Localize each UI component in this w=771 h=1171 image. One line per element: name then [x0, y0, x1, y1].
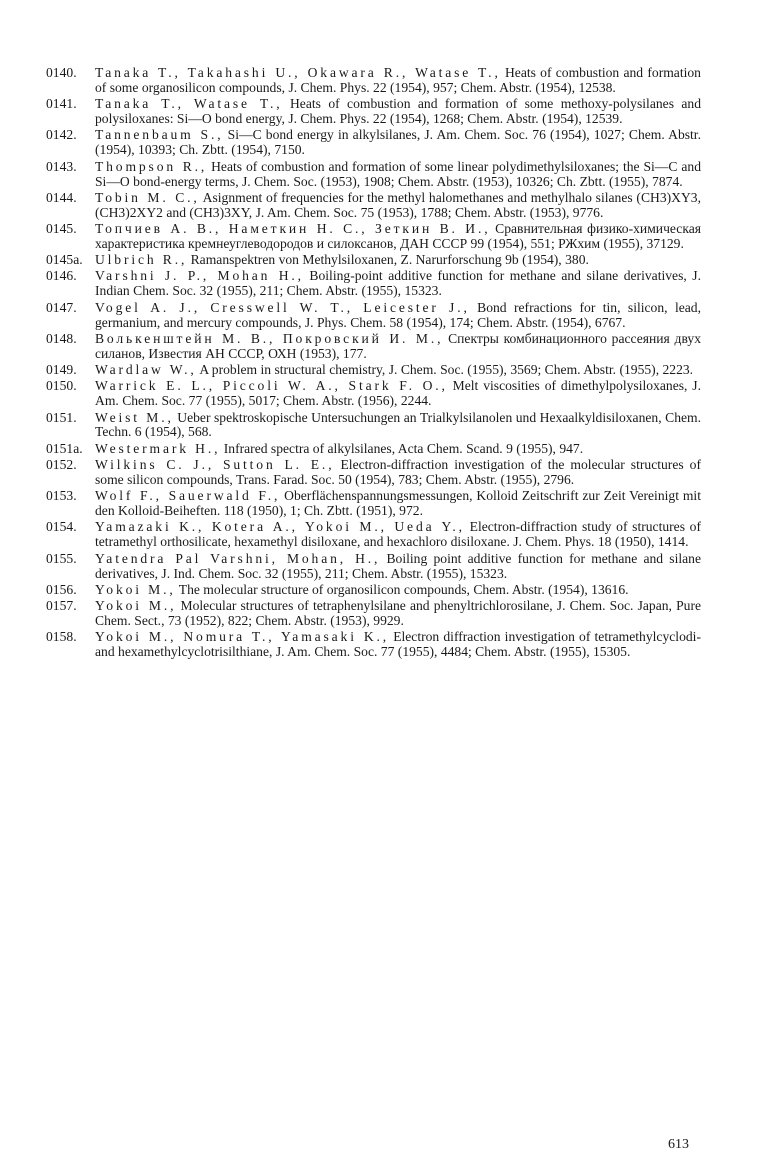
reference-number: 0149.: [46, 362, 77, 378]
reference-body: [95, 379, 701, 409]
reference-body: [95, 97, 701, 127]
reference-text: Ramanspektren von Methylsiloxanen, Z. Narurforschung 9b (1954), 380.: [190, 252, 589, 268]
reference-entry: [46, 458, 701, 488]
reference-entry: [46, 222, 701, 252]
reference-text: Infrared spectra of alkylsilanes, Acta Chem. Scand. 9 (1955), 947.: [223, 440, 584, 456]
reference-entry: [46, 269, 701, 299]
reference-entry: [46, 489, 701, 519]
reference-text: Bond refractions for tin, silicon, lead, germanium, and mercury compounds, J. Phys. Chem. 58 (1954), 174; Chem. Abstr. (1954), 6767.: [95, 299, 701, 330]
reference-authors: Warrick E. L., Piccoli W. A., Stark F. O.,: [95, 378, 448, 394]
reference-body: [95, 160, 701, 190]
reference-text: Heats of combustion and formation of some organosilicon compounds, J. Chem. Phys. 22 (1954), 957; Chem. Abstr. (1954), 12538.: [95, 65, 701, 95]
reference-number: 0140.: [46, 65, 77, 80]
reference-body: [95, 128, 701, 158]
reference-number: 0154.: [46, 519, 77, 535]
reference-body: [95, 552, 701, 582]
reference-authors: Топчиев А. В., Наметкин Н. С., Зеткин В. И.,: [95, 221, 491, 237]
reference-entry: [46, 253, 701, 268]
reference-number: 0147.: [46, 299, 77, 315]
reference-text: Спектры комбинационного рассеяния двух силанов, Известия АН СССР, ОХН (1953), 177.: [95, 330, 701, 361]
reference-body: [95, 583, 701, 598]
reference-entry: [46, 97, 701, 127]
reference-entry: [46, 332, 701, 362]
reference-entry: [46, 552, 701, 582]
reference-text: The molecular structure of organosilicon compounds, Chem. Abstr. (1954), 13616.: [178, 581, 629, 597]
reference-body: [95, 411, 701, 441]
reference-entry: [46, 599, 701, 629]
reference-authors: Wilkins C. J., Sutton L. E.,: [95, 456, 335, 472]
reference-body: [95, 458, 701, 488]
reference-authors: Thompson R.,: [95, 158, 208, 174]
reference-body: [95, 489, 701, 519]
reference-text: Сравнительная физико-химическая характеристика кремнеуглеводородов и силоксанов, ДАН СССР 99 (1954), 551; РЖхим (1955), 37129.: [95, 221, 702, 251]
reference-authors: Yokoi M.,: [95, 598, 177, 614]
reference-body: [95, 222, 701, 252]
reference-number: 0151a.: [46, 440, 83, 456]
reference-number: 0155.: [46, 550, 77, 566]
reference-body: [95, 442, 701, 457]
reference-authors: Tanaka T., Takahashi U., Okawara R., Watase T.,: [95, 65, 501, 80]
reference-text: A problem in structural chemistry, J. Chem. Soc. (1955), 3569; Chem. Abstr. (1955), 2223.: [199, 362, 694, 378]
reference-authors: Wolf F., Sauerwald F.,: [95, 488, 281, 504]
reference-text: Heats of combustion and formation of some methoxy-polysilanes and polysiloxanes: Si—O bond energy, J. Chem. Phys. 22 (1954), 1268; Chem. Abstr. (1954), 12539.: [95, 96, 702, 127]
reference-authors: Tanaka T., Watase T.,: [95, 96, 283, 112]
reference-entry: [46, 379, 701, 409]
reference-number: 0145a.: [46, 252, 83, 268]
reference-entry: [46, 442, 701, 457]
reference-authors: Ulbrich R.,: [95, 252, 188, 268]
reference-entry: [46, 160, 701, 190]
reference-authors: Tannenbaum S.,: [95, 127, 224, 143]
reference-body: [95, 191, 701, 221]
reference-entry: [46, 301, 701, 331]
reference-body: [95, 520, 701, 550]
reference-text: Si—C bond energy in alkylsilanes, J. Am. Chem. Soc. 76 (1954), 1027; Chem. Abstr. (1954), 10393; Ch. Zbtt. (1954), 7150.: [95, 127, 701, 158]
reference-text: Molecular structures of tetraphenylsilane and phenyltrichlorosilane, J. Chem. Soc. Japan, Pure Chem. Sect., 73 (1952), 822; Chem. Abstr. (1953), 9929.: [95, 598, 702, 628]
reference-number: 0146.: [46, 268, 77, 284]
reference-authors: Wardlaw W.,: [95, 362, 197, 378]
reference-text: Ueber spektroskopische Untersuchungen an Trialkylsilanolen und Hexaalkyldisiloxanen, Chem. Techn. 6 (1954), 568.: [95, 409, 701, 440]
reference-text: Boiling point additive function for methane and silane derivatives, J. Ind. Chem. Soc. 32 (1955), 211; Chem. Abstr. (1955), 15323.: [95, 550, 701, 581]
reference-authors: Vogel A. J., Cresswell W. T., Leicester J.,: [95, 299, 470, 315]
reference-text: Boiling-point additive function for methane and silane derivatives, J. Indian Chem. Soc. 32 (1955), 211; Chem. Abstr. (1955), 15323.: [95, 268, 701, 299]
reference-entry: [46, 520, 701, 550]
reference-text: Melt viscosities of dimethylpolysiloxanes, J. Am. Chem. Soc. 77 (1955), 5017; Chem. Abstr. (1956), 2244.: [95, 378, 701, 409]
reference-entry: [46, 191, 701, 221]
reference-number: 0142.: [46, 127, 77, 143]
reference-number: 0158.: [46, 629, 77, 645]
reference-number: 0151.: [46, 409, 77, 425]
reference-number: 0152.: [46, 456, 77, 472]
reference-authors: Yamazaki K., Kotera A., Yokoi M., Ueda Y.,: [95, 519, 465, 535]
reference-text: Electron-diffraction investigation of the molecular structures of some silicon compounds, Trans. Farad. Soc. 50 (1954), 783; Chem. Abstr. (1955), 2796.: [95, 456, 701, 487]
reference-number: 0141.: [46, 96, 77, 112]
reference-authors: Tobin M. C.,: [95, 189, 200, 205]
reference-body: [95, 599, 701, 629]
reference-authors: Yatendra Pal Varshni, Mohan, H.,: [95, 550, 381, 566]
reference-text: Oberflächenspannungsmessungen, Kolloid Zeitschrift zur Zeit Vereinigt mit den Kolloid-Beiheften. 118 (1950), 1; Ch. Zbtt. (1951), 972.: [95, 488, 701, 519]
reference-authors: Yokoi M.,: [95, 581, 176, 597]
reference-authors: Yokoi M., Nomura T., Yamasaki K.,: [95, 629, 390, 645]
reference-body: [95, 363, 701, 378]
reference-number: 0156.: [46, 581, 77, 597]
reference-body: [95, 301, 701, 331]
reference-text: Electron diffraction investigation of tetramethylcyclodi- and hexamethylcyclotrisilthiane, J. Am. Chem. Soc. 77 (1955), 4484; Chem. Abstr. (1955), 15305.: [95, 629, 701, 660]
reference-entry: [46, 630, 701, 660]
reference-entry: [46, 411, 701, 441]
reference-number: 0157.: [46, 598, 77, 614]
reference-text: Asignment of frequencies for the methyl halomethanes and methylhalo silanes (CH3)XY3, (CH3)2XY2 and (CH3)3XY, J. Am. Chem. Soc. 75 (1953), 1788; Chem. Abstr. (1953), 9776.: [95, 189, 701, 220]
reference-body: [95, 332, 701, 362]
reference-number: 0150.: [46, 378, 77, 394]
reference-body: [95, 253, 701, 268]
reference-body: [95, 269, 701, 299]
reference-text: Heats of combustion and formation of some linear polydimethylsiloxanes; the Si—C and Si—O bond-energy terms, J. Chem. Soc. (1953), 1908; Chem. Abstr. (1953), 10326; Ch. Zbtt. (1955), 7874.: [95, 158, 701, 189]
reference-authors: Волькенштейн М. В., Покровский И. М.,: [95, 330, 444, 346]
page-number: 613: [668, 1137, 689, 1152]
reference-number: 0145.: [46, 221, 77, 237]
reference-entry: [46, 128, 701, 158]
reference-authors: Weist M.,: [95, 409, 174, 425]
reference-number: 0144.: [46, 189, 77, 205]
reference-authors: Varshni J. P., Mohan H.,: [95, 268, 304, 284]
reference-number: 0143.: [46, 158, 77, 174]
reference-body: [95, 630, 701, 660]
reference-number: 0148.: [46, 330, 77, 346]
reference-body: [95, 66, 701, 96]
reference-entry: [46, 66, 701, 96]
reference-authors: Westermark H.,: [95, 440, 221, 456]
reference-list: [46, 66, 701, 661]
reference-text: Electron-diffraction study of structures of tetramethyl orthosilicate, hexamethyl disiloxane, and hexachloro disiloxane. J. Chem. Phys. 18 (1950), 1414.: [95, 519, 702, 550]
reference-number: 0153.: [46, 488, 77, 504]
reference-entry: [46, 583, 701, 598]
reference-entry: [46, 363, 701, 378]
